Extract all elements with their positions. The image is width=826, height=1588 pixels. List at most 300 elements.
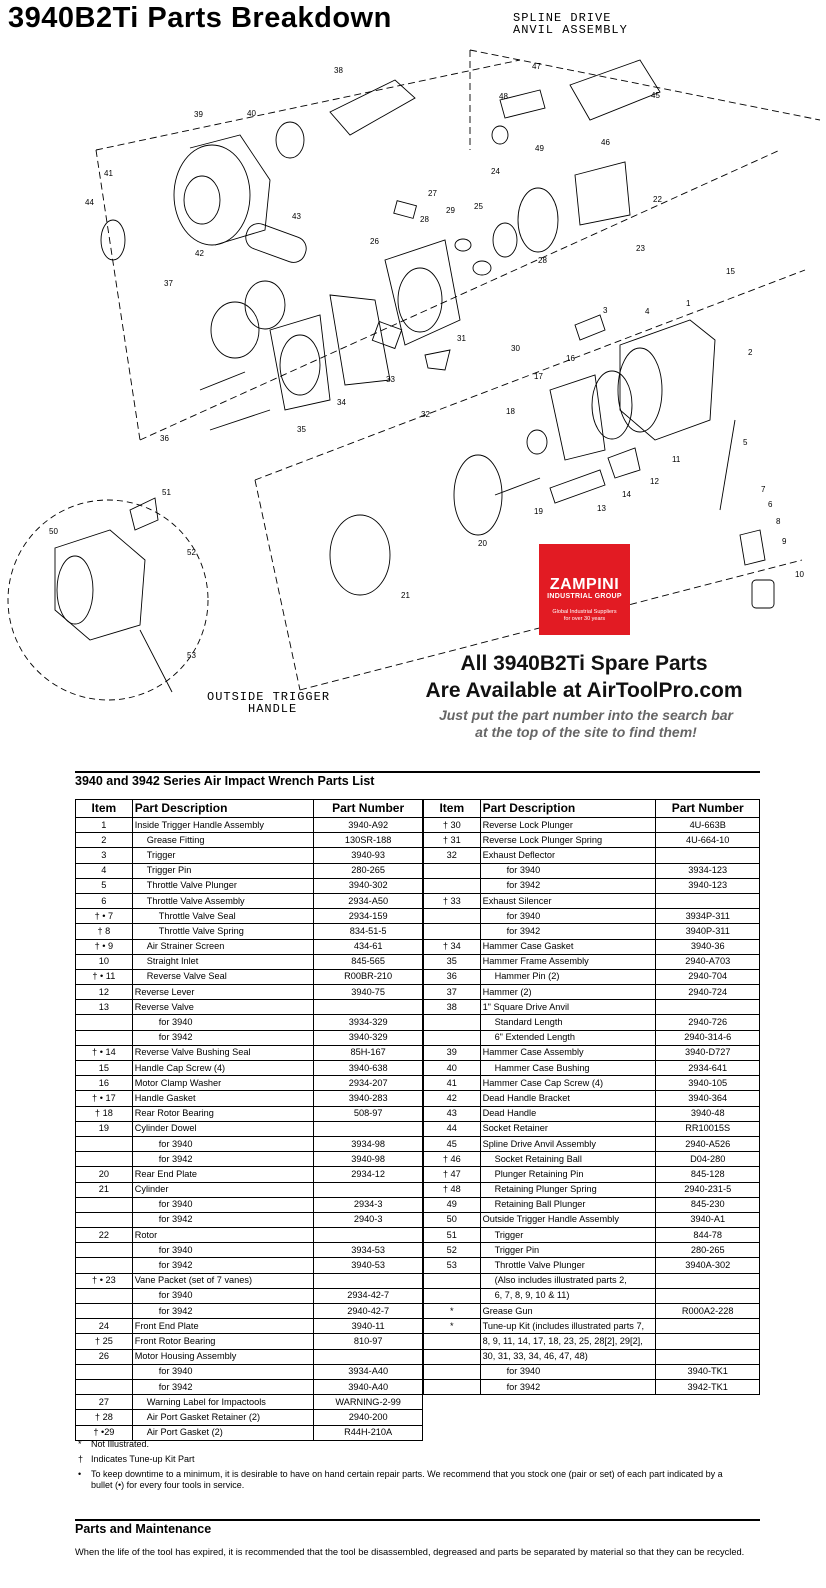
- part-number: 434-61: [314, 939, 423, 954]
- part-description: Spline Drive Anvil Assembly: [480, 1136, 656, 1151]
- rear-rotor-bearing-18: [527, 430, 547, 454]
- hammer-frame-35: [270, 315, 330, 410]
- part-item-number: † 28: [76, 1410, 133, 1425]
- part-item-number: [76, 1258, 133, 1273]
- rotor-22: [575, 162, 630, 225]
- promo-line-4: at the top of the site to find them!: [475, 724, 697, 740]
- parts-row: [76, 893, 423, 908]
- part-description: for 3942: [132, 1379, 314, 1394]
- part-item-number: 49: [424, 1197, 481, 1212]
- parts-row: [424, 893, 760, 908]
- parts-row: [424, 818, 760, 833]
- part-item-number: [424, 863, 481, 878]
- parts-row: [76, 1061, 423, 1076]
- parts-row: [424, 878, 760, 893]
- part-description: for 3940: [132, 1288, 314, 1303]
- logo-tagline-2: for over 30 years: [563, 616, 606, 622]
- part-item-number: 24: [76, 1319, 133, 1334]
- part-item-number: [76, 1030, 133, 1045]
- reverse-valve-13: [550, 470, 605, 503]
- parts-row: [76, 818, 423, 833]
- callout: 14: [622, 490, 631, 499]
- part-item-number: 39: [424, 1045, 481, 1060]
- part-item-number: † 30: [424, 818, 481, 833]
- part-item-number: 36: [424, 969, 481, 984]
- part-number: 3934-123: [656, 863, 760, 878]
- callout: 24: [491, 167, 500, 176]
- part-number: 508-97: [314, 1106, 423, 1121]
- anvil-38: [330, 80, 415, 135]
- part-description: for 3942: [132, 1212, 314, 1227]
- callout: 32: [421, 410, 430, 419]
- throttle-spring-8: [740, 530, 765, 565]
- part-description: for 3942: [480, 1379, 656, 1394]
- part-item-number: [424, 1015, 481, 1030]
- air-port-gasket-29: [473, 261, 491, 275]
- part-description: Throttle Valve Plunger: [132, 878, 314, 893]
- part-description: for 3942: [480, 924, 656, 939]
- exhaust-silencer-33: [372, 321, 401, 348]
- part-description: for 3942: [480, 878, 656, 893]
- parts-row: [424, 1045, 760, 1060]
- part-description: Socket Retainer: [480, 1121, 656, 1136]
- callout: 10: [795, 570, 804, 579]
- parts-row: [424, 1304, 760, 1319]
- callout: 49: [535, 144, 544, 153]
- part-item-number: 20: [76, 1167, 133, 1182]
- reverse-lever-12: [608, 448, 640, 478]
- part-number: D04-280: [656, 1152, 760, 1167]
- callout: 33: [386, 375, 395, 384]
- part-item-number: † 46: [424, 1152, 481, 1167]
- part-description: 1" Square Drive Anvil: [480, 1000, 656, 1015]
- part-number: 845-230: [656, 1197, 760, 1212]
- part-number: [314, 1228, 423, 1243]
- callout: 28: [420, 215, 429, 224]
- parts-row: [424, 1121, 760, 1136]
- parts-row: [424, 1136, 760, 1151]
- part-item-number: [76, 1288, 133, 1303]
- part-number: 3940-638: [314, 1061, 423, 1076]
- callout: 45: [651, 91, 660, 100]
- part-item-number: † 33: [424, 893, 481, 908]
- logo-subtitle: INDUSTRIAL GROUP: [547, 593, 622, 600]
- part-description: Hammer Case Assembly: [480, 1045, 656, 1060]
- part-number: 3942-TK1: [656, 1379, 760, 1394]
- part-description: Cylinder Dowel: [132, 1121, 314, 1136]
- parts-row: [424, 1243, 760, 1258]
- part-description: Reverse Lever: [132, 985, 314, 1000]
- maintenance-title: Parts and Maintenance: [75, 1522, 212, 1536]
- part-item-number: † 47: [424, 1167, 481, 1182]
- part-number: 3940-36: [656, 939, 760, 954]
- note-symbol: *: [78, 1439, 82, 1449]
- parts-row: [76, 833, 423, 848]
- part-description: Dead Handle: [480, 1106, 656, 1121]
- part-description: Trigger Pin: [480, 1243, 656, 1258]
- part-number: 3940-98: [314, 1152, 423, 1167]
- part-number: [656, 848, 760, 863]
- parts-row: [424, 1197, 760, 1212]
- part-description: Reverse Valve Bushing Seal: [132, 1045, 314, 1060]
- divider: [75, 771, 760, 773]
- part-description: Front Rotor Bearing: [132, 1334, 314, 1349]
- part-description: Hammer Pin (2): [480, 969, 656, 984]
- callout: 23: [636, 244, 645, 253]
- part-description: Retaining Ball Plunger: [480, 1197, 656, 1212]
- callout: 34: [337, 398, 346, 407]
- part-description: 30, 31, 33, 34, 46, 47, 48): [480, 1349, 656, 1364]
- parts-row: [76, 1152, 423, 1167]
- part-number: 4U-663B: [656, 818, 760, 833]
- part-item-number: *: [424, 1319, 481, 1334]
- part-item-number: [76, 1212, 133, 1227]
- parts-row: [76, 1045, 423, 1060]
- parts-row: [424, 848, 760, 863]
- parts-row: [424, 1182, 760, 1197]
- callout: 42: [195, 249, 204, 258]
- part-number: R000A2-228: [656, 1304, 760, 1319]
- part-description: Rear End Plate: [132, 1167, 314, 1182]
- column-header-description: Part Description: [480, 800, 656, 818]
- parts-row: [76, 863, 423, 878]
- part-description: for 3940: [132, 1364, 314, 1379]
- parts-row: [76, 1425, 423, 1440]
- callout: 53: [187, 651, 196, 660]
- exploded-parts-diagram: [0, 0, 826, 760]
- part-description: Handle Gasket: [132, 1091, 314, 1106]
- parts-row: [424, 1364, 760, 1379]
- part-description: Reverse Lock Plunger: [480, 818, 656, 833]
- parts-row: [424, 1334, 760, 1349]
- note-symbol: •: [78, 1469, 82, 1479]
- part-number: 2934-42-7: [314, 1288, 423, 1303]
- parts-row: [76, 1379, 423, 1394]
- part-item-number: 40: [424, 1061, 481, 1076]
- part-number: R00BR-210: [314, 969, 423, 984]
- part-description: Trigger Pin: [132, 863, 314, 878]
- callout: 8: [776, 517, 781, 526]
- callout: 46: [601, 138, 610, 147]
- logo-tagline: Global Industrial Suppliers: [552, 609, 617, 615]
- parts-row: [76, 1000, 423, 1015]
- note-text: Not Illustrated.: [91, 1439, 150, 1449]
- parts-list-title: 3940 and 3942 Series Air Impact Wrench Parts List: [75, 774, 375, 788]
- part-number: 3940-329: [314, 1030, 423, 1045]
- part-description: Outside Trigger Handle Assembly: [480, 1212, 656, 1227]
- part-item-number: 10: [76, 954, 133, 969]
- part-item-number: 50: [424, 1212, 481, 1227]
- parts-row: [424, 985, 760, 1000]
- part-description: for 3940: [480, 909, 656, 924]
- part-description: Throttle Valve Plunger: [480, 1258, 656, 1273]
- callout: 13: [597, 504, 606, 513]
- part-number: 2934-3: [314, 1197, 423, 1212]
- part-number: 2934-12: [314, 1167, 423, 1182]
- part-number: [656, 1000, 760, 1015]
- hammer-37b: [245, 281, 285, 329]
- promo-line-1: All 3940B2Ti Spare Parts: [460, 652, 708, 675]
- part-item-number: 22: [76, 1228, 133, 1243]
- part-description: for 3942: [132, 1152, 314, 1167]
- parts-row: [76, 1243, 423, 1258]
- part-number: 2940-3: [314, 1212, 423, 1227]
- part-number: [656, 1349, 760, 1364]
- rear-end-plate-20: [454, 455, 502, 535]
- callout: 29: [446, 206, 455, 215]
- parts-row: [424, 954, 760, 969]
- part-description: Throttle Valve Spring: [132, 924, 314, 939]
- part-description: Straight Inlet: [132, 954, 314, 969]
- part-item-number: 43: [424, 1106, 481, 1121]
- callout: 52: [187, 548, 196, 557]
- part-number: 85H-167: [314, 1045, 423, 1060]
- part-item-number: 42: [424, 1091, 481, 1106]
- part-item-number: 37: [424, 985, 481, 1000]
- callout: 22: [653, 195, 662, 204]
- part-number: [314, 1000, 423, 1015]
- callout: 35: [297, 425, 306, 434]
- part-item-number: 27: [76, 1395, 133, 1410]
- parts-row: [424, 1000, 760, 1015]
- spline-anvil-45: [570, 60, 660, 120]
- callout: 30: [511, 344, 520, 353]
- parts-row: [424, 1258, 760, 1273]
- part-item-number: [76, 1364, 133, 1379]
- part-description: Air Port Gasket (2): [132, 1425, 314, 1440]
- callout: 11: [672, 455, 681, 464]
- socket-retainer-44: [101, 220, 125, 260]
- part-number: 3934-329: [314, 1015, 423, 1030]
- part-number: 3934P-311: [656, 909, 760, 924]
- parts-row: [424, 863, 760, 878]
- callout: 17: [534, 372, 543, 381]
- callout: 4: [645, 307, 650, 316]
- parts-row: [76, 848, 423, 863]
- part-item-number: † 18: [76, 1106, 133, 1121]
- part-description: Hammer Case Cap Screw (4): [480, 1076, 656, 1091]
- part-description: for 3942: [132, 1030, 314, 1045]
- part-number: 2940-231-5: [656, 1182, 760, 1197]
- ball-plunger-49: [492, 126, 508, 144]
- parts-row: [76, 909, 423, 924]
- parts-row: [76, 1273, 423, 1288]
- part-item-number: 6: [76, 893, 133, 908]
- part-description: Reverse Valve Seal: [132, 969, 314, 984]
- parts-row: [76, 1182, 423, 1197]
- note-text: To keep downtime to a minimum, it is desirable to have on hand certain repair parts. We recommend that you stock one (pair or set) of each part indicated by a: [91, 1469, 723, 1479]
- promo-line-3: Just put the part number into the search bar: [438, 707, 734, 723]
- part-number: R44H-210A: [314, 1425, 423, 1440]
- part-number: [314, 1182, 423, 1197]
- parts-row: [76, 1167, 423, 1182]
- parts-row: [76, 1091, 423, 1106]
- parts-row: [424, 833, 760, 848]
- part-number: 834-51-5: [314, 924, 423, 939]
- column-header-part-number: Part Number: [314, 800, 423, 818]
- part-description: Hammer (2): [480, 985, 656, 1000]
- part-number: 3940-11: [314, 1319, 423, 1334]
- parts-row: [424, 1091, 760, 1106]
- part-item-number: [76, 1243, 133, 1258]
- column-header-part-number: Part Number: [656, 800, 760, 818]
- part-number: 3940-A1: [656, 1212, 760, 1227]
- part-number: [656, 1319, 760, 1334]
- callout: 47: [532, 62, 541, 71]
- part-description: 6" Extended Length: [480, 1030, 656, 1045]
- part-number: 3940A-302: [656, 1258, 760, 1273]
- parts-row: [76, 1228, 423, 1243]
- parts-row: [76, 1288, 423, 1303]
- parts-row: [76, 1334, 423, 1349]
- part-item-number: † •29: [76, 1425, 133, 1440]
- part-number: 2940-704: [656, 969, 760, 984]
- part-description: Exhaust Silencer: [480, 893, 656, 908]
- spline-drive-label-2: ANVIL ASSEMBLY: [513, 23, 628, 37]
- zampini-logo: [539, 544, 630, 635]
- callout: 48: [499, 92, 508, 101]
- part-description: Motor Housing Assembly: [132, 1349, 314, 1364]
- part-description: Grease Gun: [480, 1304, 656, 1319]
- part-item-number: [424, 1288, 481, 1303]
- parts-row: [424, 909, 760, 924]
- part-description: Motor Clamp Washer: [132, 1076, 314, 1091]
- part-item-number: 5: [76, 878, 133, 893]
- parts-row: [76, 1364, 423, 1379]
- part-number: 810-97: [314, 1334, 423, 1349]
- part-number: 2940-726: [656, 1015, 760, 1030]
- part-item-number: [424, 1030, 481, 1045]
- part-item-number: † • 11: [76, 969, 133, 984]
- part-number: 3940-93: [314, 848, 423, 863]
- cylinder-21: [330, 515, 390, 595]
- parts-row: [76, 1030, 423, 1045]
- note-tune-up: [78, 1454, 195, 1464]
- part-description: Tune-up Kit (includes illustrated parts 7,: [480, 1319, 656, 1334]
- part-number: 3940-48: [656, 1106, 760, 1121]
- part-description: Reverse Valve: [132, 1000, 314, 1015]
- part-description: Reverse Lock Plunger Spring: [480, 833, 656, 848]
- part-item-number: † 25: [76, 1334, 133, 1349]
- parts-table-right: [423, 799, 760, 1395]
- part-item-number: 1: [76, 818, 133, 833]
- callout: 27: [428, 189, 437, 198]
- parts-row: [424, 1076, 760, 1091]
- parts-row: [76, 1212, 423, 1227]
- part-description: for 3940: [480, 863, 656, 878]
- part-number: [314, 1273, 423, 1288]
- part-number: 2934-207: [314, 1076, 423, 1091]
- parts-row: [424, 1015, 760, 1030]
- part-number: 844-78: [656, 1228, 760, 1243]
- parts-row: [76, 1319, 423, 1334]
- handle-gasket-17: [550, 375, 605, 460]
- throttle-plunger-53: [140, 630, 172, 692]
- callout: 26: [370, 237, 379, 246]
- part-item-number: 26: [76, 1349, 133, 1364]
- gasket-retainer-28: [455, 239, 471, 251]
- part-number: [656, 1334, 760, 1349]
- promo-line-2: Are Available at AirToolPro.com: [425, 679, 743, 702]
- part-number: 3940-283: [314, 1091, 423, 1106]
- part-item-number: [424, 1334, 481, 1349]
- note-bullet-cont: [78, 1480, 244, 1490]
- part-number: 2940-314-6: [656, 1030, 760, 1045]
- callout: 6: [768, 500, 773, 509]
- parts-row: [424, 1379, 760, 1394]
- throttle-plunger-5: [720, 420, 735, 510]
- callout: 9: [782, 537, 787, 546]
- callout: 44: [85, 198, 94, 207]
- callout: 39: [194, 110, 203, 119]
- part-description: for 3942: [132, 1258, 314, 1273]
- warning-label-27: [394, 201, 417, 219]
- outside-trigger-label-2: HANDLE: [248, 702, 298, 716]
- part-number: 2934-159: [314, 909, 423, 924]
- part-item-number: † 48: [424, 1182, 481, 1197]
- part-number: 2940-200: [314, 1410, 423, 1425]
- parts-row: [424, 1061, 760, 1076]
- parts-row: [76, 969, 423, 984]
- part-description: Front End Plate: [132, 1319, 314, 1334]
- callout: 21: [401, 591, 410, 600]
- part-number: 3940-D727: [656, 1045, 760, 1060]
- part-number: [656, 1273, 760, 1288]
- parts-row: [424, 924, 760, 939]
- part-description: Air Strainer Screen: [132, 939, 314, 954]
- part-number: 3940-105: [656, 1076, 760, 1091]
- part-description: Cylinder: [132, 1182, 314, 1197]
- parts-row: [76, 1410, 423, 1425]
- part-number: 2940-A526: [656, 1136, 760, 1151]
- parts-row: [76, 1076, 423, 1091]
- callout: 51: [162, 488, 171, 497]
- part-item-number: 13: [76, 1000, 133, 1015]
- part-item-number: 3: [76, 848, 133, 863]
- parts-row: [424, 1152, 760, 1167]
- part-number: [314, 1121, 423, 1136]
- parts-row: [76, 1395, 423, 1410]
- part-number: 3940-75: [314, 985, 423, 1000]
- part-item-number: 51: [424, 1228, 481, 1243]
- trigger-3: [575, 315, 605, 340]
- motor-housing-26: [385, 240, 460, 345]
- part-item-number: 52: [424, 1243, 481, 1258]
- callout: 5: [743, 438, 748, 447]
- part-number: 2940-A703: [656, 954, 760, 969]
- part-item-number: 4: [76, 863, 133, 878]
- part-item-number: [424, 1273, 481, 1288]
- hammer-pins-36: [200, 372, 270, 430]
- part-number: 2934-A50: [314, 893, 423, 908]
- parts-row: [76, 1106, 423, 1121]
- part-number: 3940-364: [656, 1091, 760, 1106]
- part-description: Warning Label for Impactools: [132, 1395, 314, 1410]
- part-item-number: † • 17: [76, 1091, 133, 1106]
- part-number: [656, 1288, 760, 1303]
- callout: 15: [726, 267, 735, 276]
- parts-row: [424, 1349, 760, 1364]
- part-item-number: [424, 878, 481, 893]
- part-description: for 3940: [132, 1015, 314, 1030]
- part-number: 2940-42-7: [314, 1304, 423, 1319]
- part-description: Grease Fitting: [132, 833, 314, 848]
- part-description: 8, 9, 11, 14, 17, 18, 23, 25, 28[2], 29[2],: [480, 1334, 656, 1349]
- part-item-number: 12: [76, 985, 133, 1000]
- maintenance-text: When the life of the tool has expired, it is recommended that the tool be disassembled, degreased and parts be separated by material so that they can be recycled.: [75, 1547, 745, 1557]
- part-description: Air Port Gasket Retainer (2): [132, 1410, 314, 1425]
- part-description: Socket Retaining Ball: [480, 1152, 656, 1167]
